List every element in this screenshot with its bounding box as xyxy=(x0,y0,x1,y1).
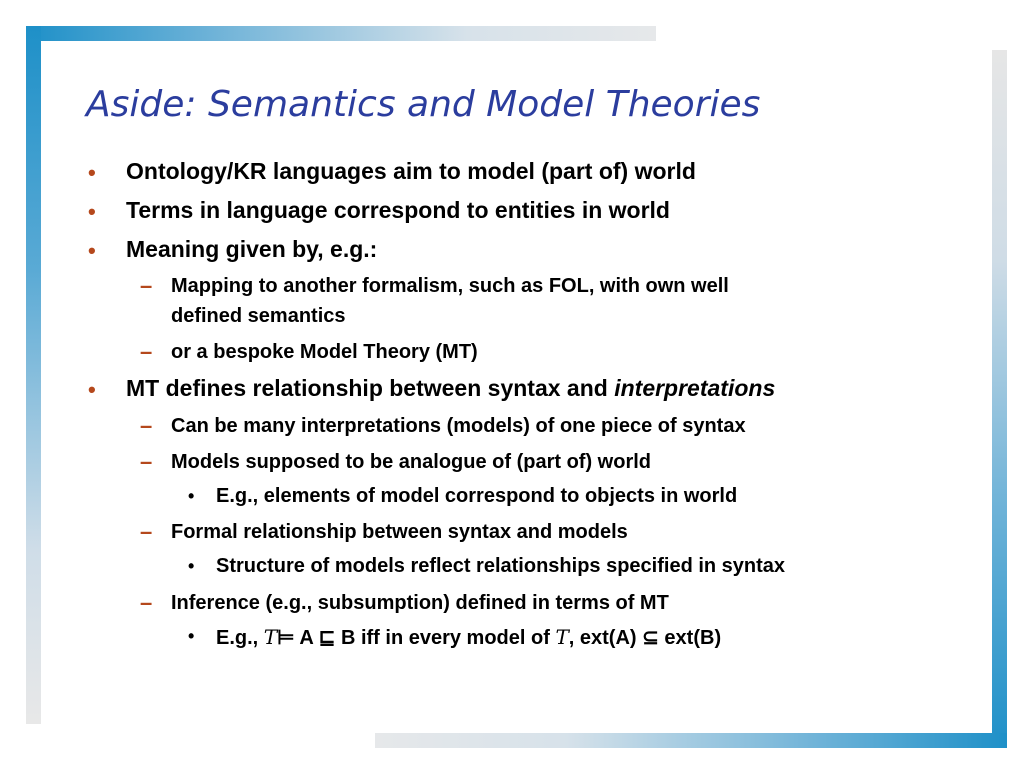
sub-item: or a bespoke Model Theory (MT) xyxy=(171,341,478,363)
dash-marker: – xyxy=(140,449,153,474)
small-bullet-marker: • xyxy=(188,486,195,506)
dash-marker: – xyxy=(140,339,153,364)
sub-item: Formal relationship between syntax and models xyxy=(171,521,628,543)
bullet-marker: • xyxy=(88,199,96,224)
bullet-item: Meaning given by, e.g.: xyxy=(126,236,378,262)
dash-marker: – xyxy=(140,413,153,438)
tbox-symbol: T xyxy=(555,625,569,649)
slide-title: Aside: Semantics and Model Theories xyxy=(86,84,761,125)
sub-item-line2: defined semantics xyxy=(171,305,346,327)
bullet-item: Terms in language correspond to entities in world xyxy=(126,197,670,223)
sub-item-line1: Mapping to another formalism, such as FOL, with own well xyxy=(171,275,729,297)
small-bullet-marker: • xyxy=(188,626,195,646)
sub-sub-item: Structure of models reflect relationships specified in syntax xyxy=(216,555,786,577)
tbox-symbol: T xyxy=(263,625,278,649)
bullet-marker: • xyxy=(88,238,96,263)
sub-sub-item-formula xyxy=(216,625,721,650)
sub-item: Inference (e.g., subsumption) defined in terms of MT xyxy=(171,592,669,614)
formula-prefix: E.g., xyxy=(216,627,264,649)
sub-sub-item: E.g., elements of model correspond to objects in world xyxy=(216,485,738,507)
frame-bottom-bar xyxy=(375,733,1007,748)
bullet-item: Ontology/KR languages aim to model (part of) world xyxy=(126,158,696,184)
frame-right-bar xyxy=(992,50,1007,748)
dash-marker: – xyxy=(140,273,153,298)
frame-left-bar xyxy=(26,26,41,724)
emphasis-text: interpretations xyxy=(614,375,776,401)
bullet-item xyxy=(126,375,775,402)
bullet-marker: • xyxy=(88,377,96,402)
bullet-text: MT defines relationship between syntax and xyxy=(126,375,615,401)
small-bullet-marker: • xyxy=(188,556,195,576)
dash-marker: – xyxy=(140,590,153,615)
frame-top-bar xyxy=(26,26,656,41)
sub-item: Can be many interpretations (models) of one piece of syntax xyxy=(171,415,746,437)
sub-item: Models supposed to be analogue of (part of) world xyxy=(171,451,651,473)
dash-marker: – xyxy=(140,519,153,544)
formula-body: ⊨ A ⊑ B iff in every model of xyxy=(277,627,556,649)
formula-suffix: , ext(A) ⊆ ext(B) xyxy=(568,627,722,649)
bullet-marker: • xyxy=(88,160,96,185)
